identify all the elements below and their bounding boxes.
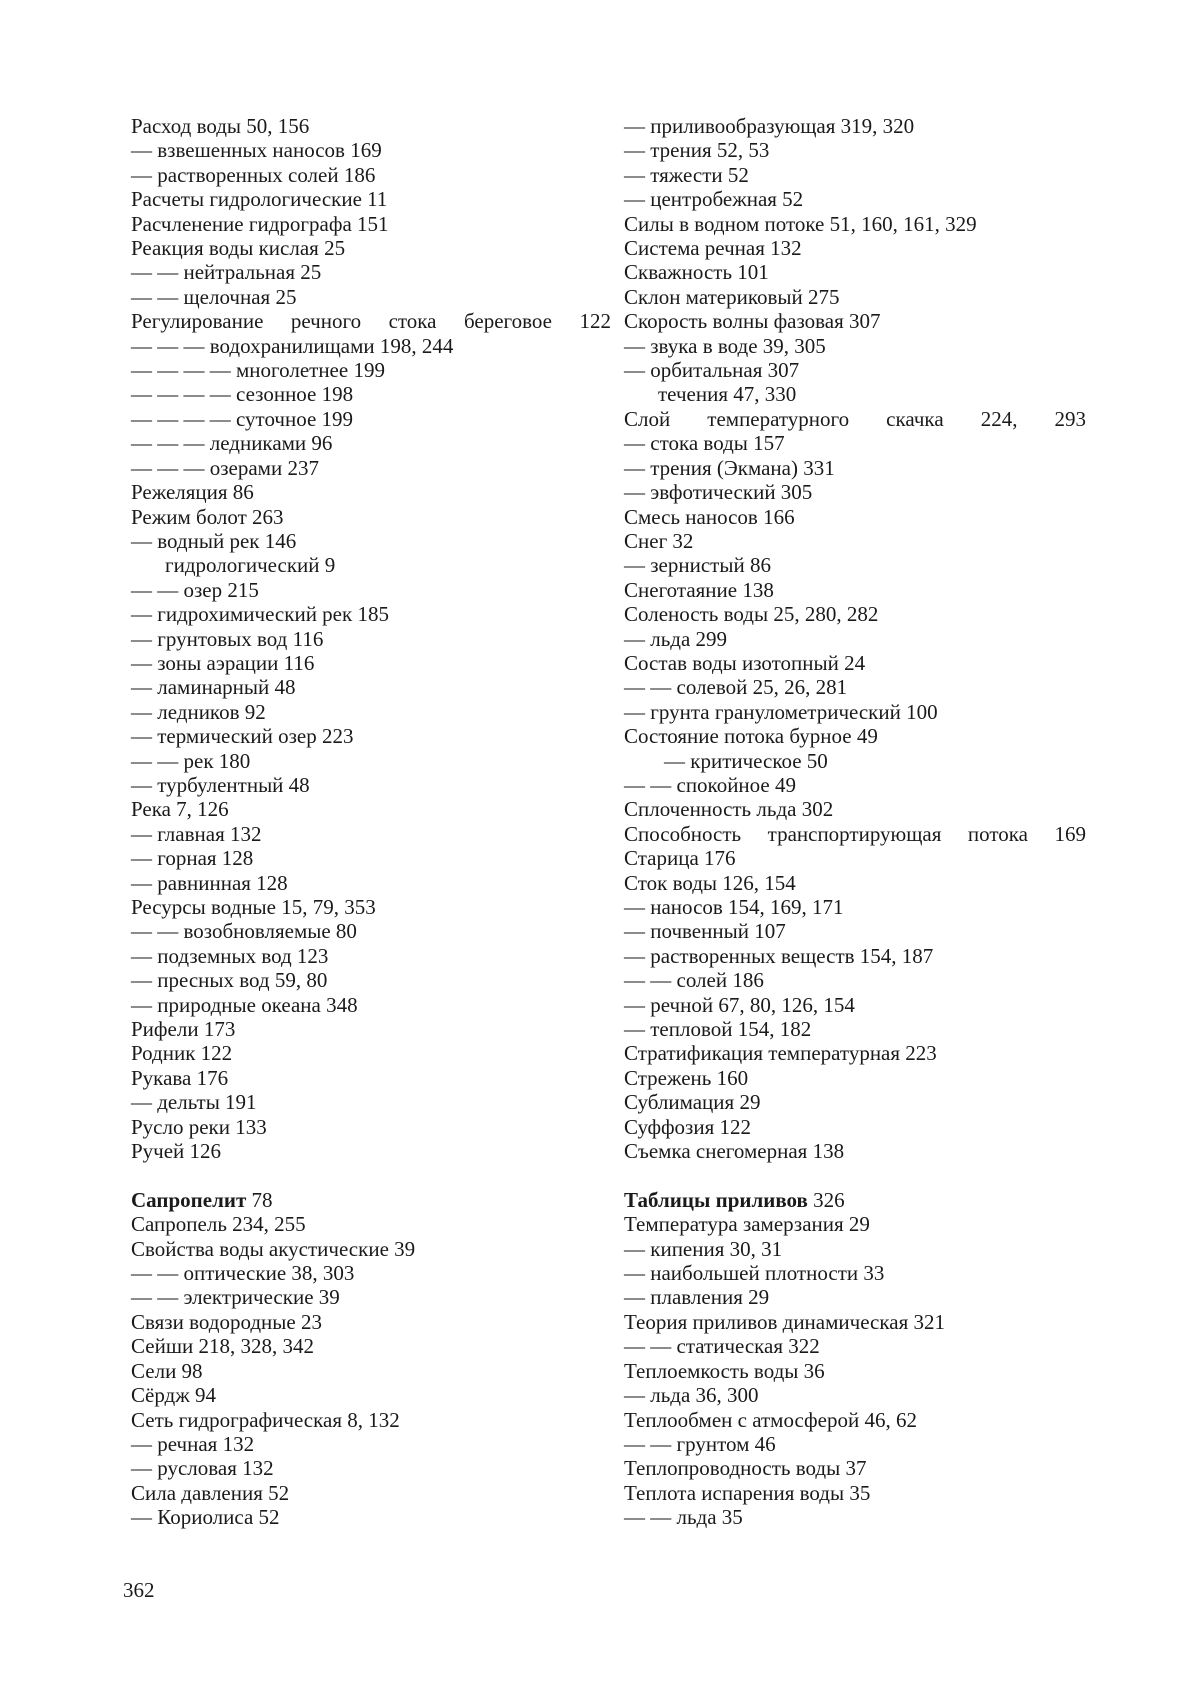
index-entry — [624, 968, 1086, 992]
section-heading-word: Таблицы приливов — [624, 1187, 808, 1212]
index-entry-text: — эвфотический 305 — [624, 480, 813, 505]
section-gap — [624, 1163, 1086, 1187]
index-entry-text: Температура замерзания 29 — [624, 1212, 870, 1237]
index-entry-text: — плавления 29 — [624, 1285, 770, 1310]
index-entry — [624, 1310, 1086, 1334]
index-entry — [131, 1334, 611, 1358]
index-entry-text: — — электрические 39 — [131, 1285, 340, 1310]
index-entry-text: — — щелочная 25 — [131, 284, 297, 309]
index-entry-text: Соленость воды 25, 280, 282 — [624, 602, 879, 627]
index-entry — [624, 1505, 1086, 1529]
index-entry — [131, 114, 611, 138]
index-entry-text: Рукава 176 — [131, 1065, 229, 1090]
index-entry — [624, 456, 1086, 480]
index-entry-text: Рифели 173 — [131, 1017, 236, 1042]
index-entry-text: — кипения 30, 31 — [624, 1236, 783, 1261]
index-entry-text: — природные океана 348 — [131, 992, 358, 1017]
index-entry — [624, 1383, 1086, 1407]
index-entry — [131, 431, 611, 455]
index-entry-text: Родник 122 — [131, 1041, 233, 1066]
index-entry-text: — русловая 132 — [131, 1456, 274, 1481]
index-entry-text: Слой температурного скачка 224, 293 — [624, 406, 1086, 431]
index-entry — [624, 382, 1086, 406]
index-entry — [131, 236, 611, 260]
index-entry-text: — орбитальная 307 — [624, 358, 800, 383]
index-entry — [131, 1090, 611, 1114]
index-entry — [131, 1017, 611, 1041]
index-entry-text: Теплоемкость воды 36 — [624, 1358, 825, 1383]
index-entry-text: — наибольшей плотности 33 — [624, 1261, 885, 1286]
index-entry-text: — тепловой 154, 182 — [624, 1017, 812, 1042]
index-entry-text: — — — — сезонное 198 — [131, 382, 354, 407]
index-entry-text: — турбулентный 48 — [131, 772, 310, 797]
index-entry — [624, 944, 1086, 968]
index-entry-text: — растворенных веществ 154, 187 — [624, 943, 934, 968]
index-entry — [624, 749, 1086, 773]
index-entry — [624, 1359, 1086, 1383]
index-entry-text: Расход воды 50, 156 — [131, 114, 310, 138]
index-entry — [624, 1115, 1086, 1139]
index-entry-text: Снег 32 — [624, 528, 694, 553]
index-entry — [131, 1285, 611, 1309]
index-entry — [624, 1041, 1086, 1065]
index-entry-text: — растворенных солей 186 — [131, 162, 376, 187]
index-entry-text: — горная 128 — [131, 846, 254, 871]
index-entry — [624, 212, 1086, 236]
index-entry — [624, 553, 1086, 577]
index-entry — [131, 1310, 611, 1334]
index-entry-text: — трения (Экмана) 331 — [624, 455, 835, 480]
index-entry — [624, 846, 1086, 870]
index-column-left — [131, 114, 611, 1530]
index-entry-text: — грунтовых вод 116 — [131, 626, 324, 651]
index-entry-text: — звука в воде 39, 305 — [624, 333, 826, 358]
index-entry-text: Состояние потока бурное 49 — [624, 724, 878, 749]
index-entry-text: — дельты 191 — [131, 1090, 257, 1115]
index-entry — [131, 212, 611, 236]
index-entry — [624, 505, 1086, 529]
index-entry-text: — почвенный 107 — [624, 919, 786, 944]
index-entry — [131, 1408, 611, 1432]
index-entry — [624, 1017, 1086, 1041]
index-entry — [624, 529, 1086, 553]
index-entry — [131, 797, 611, 821]
index-entry — [624, 260, 1086, 284]
index-entry-text: Расчленение гидрографа 151 — [131, 211, 389, 236]
index-entry-text: — — льда 35 — [624, 1505, 743, 1530]
index-entry — [624, 480, 1086, 504]
index-entry-text: Регулирование речного стока береговое 122 — [131, 309, 611, 334]
index-entry-text: Русло реки 133 — [131, 1114, 267, 1139]
index-entry — [131, 1456, 611, 1480]
index-entry-text: — — возобновляемые 80 — [131, 919, 357, 944]
index-entry — [131, 993, 611, 1017]
index-entry — [131, 1188, 611, 1212]
index-entry-text: — центробежная 52 — [624, 187, 804, 212]
index-entry — [131, 1481, 611, 1505]
index-entry-text: Съемка снегомерная 138 — [624, 1139, 845, 1164]
index-entry-text: Способность транспортирующая потока 169 — [624, 821, 1086, 846]
index-entry — [131, 407, 611, 431]
index-entry-text: Старица 176 — [624, 846, 736, 871]
index-entry-text: — — озер 215 — [131, 577, 259, 602]
index-entry — [624, 1285, 1086, 1309]
index-entry — [131, 602, 611, 626]
index-entry — [131, 578, 611, 602]
index-entry — [624, 1481, 1086, 1505]
index-entry — [624, 1456, 1086, 1480]
index-entry — [624, 627, 1086, 651]
index-entry — [624, 407, 1086, 431]
index-entry — [131, 846, 611, 870]
index-entry-text: Стратификация температурная 223 — [624, 1041, 937, 1066]
index-entry — [131, 944, 611, 968]
index-entry-text: Суффозия 122 — [624, 1114, 751, 1139]
index-entry-text: — речной 67, 80, 126, 154 — [624, 992, 855, 1017]
index-entry-text: Ручей 126 — [131, 1139, 222, 1164]
index-entry — [624, 309, 1086, 333]
index-entry — [131, 187, 611, 211]
index-entry — [624, 773, 1086, 797]
index-entry — [131, 1066, 611, 1090]
index-entry-text: Скважность 101 — [624, 260, 769, 285]
index-entry — [624, 919, 1086, 943]
index-entry-text: Система речная 132 — [624, 236, 802, 261]
index-entry — [624, 1188, 1086, 1212]
index-entry — [624, 1261, 1086, 1285]
index-entry-text: — главная 132 — [131, 821, 262, 846]
index-entry-text: Сейши 218, 328, 342 — [131, 1334, 314, 1359]
index-entry-text: Скорость волны фазовая 307 — [624, 309, 881, 334]
index-entry-text: — — нейтральная 25 — [131, 260, 322, 285]
index-entry — [624, 334, 1086, 358]
index-entry-text: — — — ледниками 96 — [131, 431, 333, 456]
index-entry-text: — водный рек 146 — [131, 528, 297, 553]
index-entry-text: — льда 299 — [624, 626, 728, 651]
index-entry-text: Склон материковый 275 — [624, 284, 840, 309]
index-entry-text: — тяжести 52 — [624, 162, 749, 187]
index-entry-text: — критическое 50 — [664, 748, 828, 773]
index-entry — [131, 724, 611, 748]
index-entry — [624, 724, 1086, 748]
index-entry — [131, 675, 611, 699]
index-entry — [624, 871, 1086, 895]
index-entry — [131, 895, 611, 919]
index-entry — [131, 822, 611, 846]
index-column-right — [624, 114, 1086, 1530]
index-entry-text: 326 — [807, 1187, 845, 1212]
index-entry-text: — Кориолиса 52 — [131, 1505, 280, 1530]
index-entry — [131, 1432, 611, 1456]
index-entry — [131, 1115, 611, 1139]
index-entry — [131, 358, 611, 382]
index-entry-text: — зоны аэрации 116 — [131, 650, 315, 675]
index-entry-text: Снеготаяние 138 — [624, 577, 774, 602]
index-entry-text: — — статическая 322 — [624, 1334, 820, 1359]
index-entry-text: Реакция воды кислая 25 — [131, 236, 346, 261]
index-entry-text: — — солей 186 — [624, 968, 764, 993]
index-entry — [131, 505, 611, 529]
index-entry-text: — — рек 180 — [131, 748, 251, 773]
index-entry-text: — взвешенных наносов 169 — [131, 138, 382, 163]
index-entry — [624, 700, 1086, 724]
index-entry — [624, 1066, 1086, 1090]
index-entry — [131, 773, 611, 797]
index-entry — [131, 700, 611, 724]
index-entry-text: — равнинная 128 — [131, 870, 288, 895]
index-entry-text: — — — озерами 237 — [131, 455, 319, 480]
index-entry-text: — термический озер 223 — [131, 724, 354, 749]
index-entry — [624, 1090, 1086, 1114]
index-entry — [624, 1334, 1086, 1358]
index-entry-text: Теплопроводность воды 37 — [624, 1456, 867, 1481]
index-entry-text: — зернистый 86 — [624, 553, 771, 578]
index-entry — [624, 138, 1086, 162]
index-entry-text: Состав воды изотопный 24 — [624, 650, 866, 675]
index-entry-text: Теория приливов динамическая 321 — [624, 1309, 945, 1334]
index-entry — [624, 187, 1086, 211]
index-entry-text: Свойства воды акустические 39 — [131, 1236, 416, 1261]
index-entry — [624, 163, 1086, 187]
index-entry — [624, 602, 1086, 626]
index-entry-text: гидрологический 9 — [165, 553, 336, 578]
index-entry — [131, 456, 611, 480]
index-entry — [131, 749, 611, 773]
section-heading-word: Сапропелит — [131, 1187, 247, 1212]
index-entry-text: Смесь наносов 166 — [624, 504, 795, 529]
index-entry — [131, 919, 611, 943]
index-entry-text: Сплоченность льда 302 — [624, 797, 834, 822]
index-entry — [131, 1261, 611, 1285]
index-entry-text: Режим болот 263 — [131, 504, 284, 529]
index-entry-text: Сёрдж 94 — [131, 1383, 216, 1408]
index-entry-text: — трения 52, 53 — [624, 138, 770, 163]
index-entry-text: — льда 36, 300 — [624, 1383, 759, 1408]
index-entry-text: — приливообразующая 319, 320 — [624, 114, 915, 138]
index-entry — [131, 1383, 611, 1407]
index-entry — [131, 1359, 611, 1383]
index-entry-text: — — — — суточное 199 — [131, 406, 354, 431]
index-entry — [131, 382, 611, 406]
index-entry-text: Расчеты гидрологические 11 — [131, 187, 388, 212]
index-entry — [131, 260, 611, 284]
index-entry — [624, 1139, 1086, 1163]
index-entry-text: — — спокойное 49 — [624, 772, 796, 797]
index-entry-text: Режеляция 86 — [131, 480, 254, 505]
index-entry — [624, 1408, 1086, 1432]
index-entry-text: 78 — [246, 1187, 273, 1212]
index-entry — [624, 358, 1086, 382]
index-entry-text: Сели 98 — [131, 1358, 203, 1383]
index-entry — [131, 1237, 611, 1261]
index-entry — [131, 1212, 611, 1236]
index-entry — [131, 553, 611, 577]
index-entry — [624, 895, 1086, 919]
index-entry-text: — ламинарный 48 — [131, 675, 296, 700]
index-entry-text: — — солевой 25, 26, 281 — [624, 675, 848, 700]
index-entry-text: Сила давления 52 — [131, 1480, 290, 1505]
index-entry — [624, 1237, 1086, 1261]
index-entry-text: — ледников 92 — [131, 699, 266, 724]
index-entry-text: Сток воды 126, 154 — [624, 870, 796, 895]
index-entry — [624, 822, 1086, 846]
index-entry-text: Силы в водном потоке 51, 160, 161, 329 — [624, 211, 977, 236]
index-entry — [131, 1139, 611, 1163]
index-entry — [131, 1041, 611, 1065]
index-entry-text: Теплообмен с атмосферой 46, 62 — [624, 1407, 917, 1432]
index-entry — [624, 675, 1086, 699]
index-entry-text: Сеть гидрографическая 8, 132 — [131, 1407, 400, 1432]
index-entry — [624, 993, 1086, 1017]
index-entry — [131, 285, 611, 309]
index-entry — [624, 236, 1086, 260]
index-entry-text: — наносов 154, 169, 171 — [624, 895, 844, 919]
index-entry — [624, 431, 1086, 455]
index-entry — [624, 285, 1086, 309]
index-entry-text: Теплота испарения воды 35 — [624, 1480, 871, 1505]
index-entry-text: течения 47, 330 — [658, 382, 797, 407]
index-entry-text: — стока воды 157 — [624, 431, 785, 456]
index-entry-text: — речная 132 — [131, 1431, 255, 1456]
index-entry — [131, 1505, 611, 1529]
index-entry — [131, 871, 611, 895]
section-gap — [131, 1163, 611, 1187]
index-entry-text: — пресных вод 59, 80 — [131, 968, 328, 993]
index-entry — [131, 138, 611, 162]
index-entry — [131, 627, 611, 651]
index-entry-text: — гидрохимический рек 185 — [131, 602, 389, 627]
index-entry — [131, 651, 611, 675]
index-entry-text: Река 7, 126 — [131, 797, 229, 822]
index-entry — [624, 1432, 1086, 1456]
index-entry — [624, 797, 1086, 821]
index-entry — [131, 968, 611, 992]
index-entry-text: — — грунтом 46 — [624, 1431, 776, 1456]
index-entry — [131, 334, 611, 358]
page-number: 362 — [123, 1578, 155, 1602]
index-entry — [131, 480, 611, 504]
index-entry-text: — — — водохранилищами 198, 244 — [131, 333, 454, 358]
index-entry — [624, 114, 1086, 138]
index-entry-text: Стрежень 160 — [624, 1065, 749, 1090]
index-entry-text: Сублимация 29 — [624, 1090, 761, 1115]
index-entry — [624, 651, 1086, 675]
index-entry-text: — — — — многолетнее 199 — [131, 358, 385, 383]
index-entry — [131, 309, 611, 333]
index-entry — [131, 529, 611, 553]
index-entry-text: Сапропель 234, 255 — [131, 1212, 306, 1237]
index-entry — [131, 163, 611, 187]
index-entry — [624, 578, 1086, 602]
index-entry-text: — грунта гранулометрический 100 — [624, 699, 938, 724]
index-entry — [624, 1212, 1086, 1236]
index-entry-text: — подземных вод 123 — [131, 943, 329, 968]
index-entry-text: — — оптические 38, 303 — [131, 1261, 355, 1286]
index-entry-text: Ресурсы водные 15, 79, 353 — [131, 895, 376, 919]
index-entry-text: Связи водородные 23 — [131, 1309, 322, 1334]
